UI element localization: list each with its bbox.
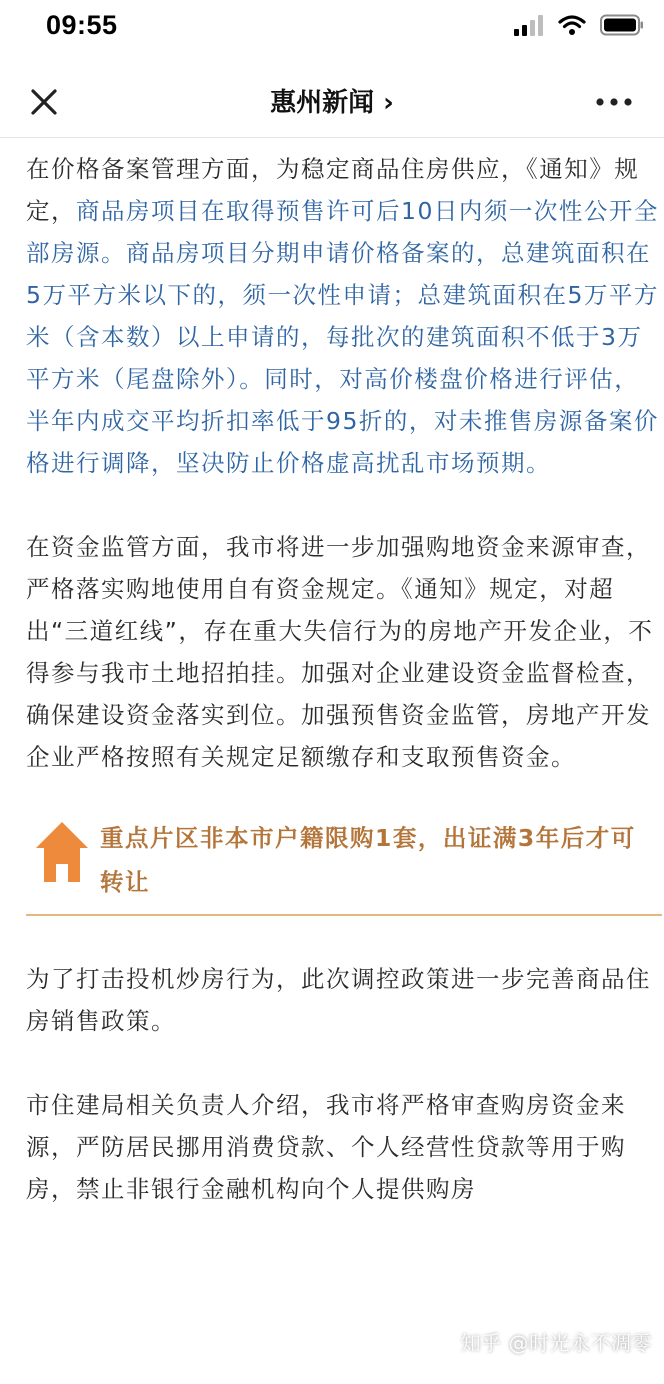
section-title: 重点片区非本市户籍限购1套，出证满3年后才可转让	[100, 824, 636, 896]
paragraph-fund-source: 市住建局相关负责人介绍，我市将严格审查购房资金来源，严防居民挪用消费贷款、个人经营性贷款等用于购房，禁止非银行金融机构向个人提供购房	[26, 1091, 626, 1203]
paragraph-price-filing	[26, 148, 662, 484]
status-bar	[0, 0, 664, 56]
battery-icon	[600, 14, 644, 36]
article-content	[26, 148, 662, 1210]
signal-icon	[514, 14, 544, 36]
paragraph-price-filing-highlight: 商品房项目在取得预售许可后10日内须一次性公开全部房源。商品房项目分期申请价格备案的，总建筑面积在5万平方米以下的，须一次性申请；总建筑面积在5万平方米（含本数）以上申请的，每批次的建筑面积不低于3万平方米（尾盘除外）。同时，对高价楼盘价格进行评估，半年内成交平均折扣率低于95折的，对未推售房源备案价格进行调降，坚决防止价格虚高扰乱市场预期。	[26, 197, 659, 477]
status-icons	[514, 14, 644, 36]
status-time: 09:55	[46, 10, 118, 40]
watermark: 知乎 @时光永不凋零	[460, 1331, 652, 1355]
wifi-icon	[558, 14, 586, 36]
paragraph-speculation: 为了打击投机炒房行为，此次调控政策进一步完善商品住房销售政策。	[26, 965, 651, 1035]
more-icon[interactable]	[594, 94, 634, 110]
paragraph-price-filing-lead: 在价格备案管理方面，为稳定商品住房供应，《通知》规定，	[26, 155, 640, 225]
nav-title[interactable]: 惠州新闻 ›	[270, 88, 394, 118]
house-icon	[34, 820, 90, 884]
nav-bar	[0, 64, 664, 138]
section-heading	[26, 812, 662, 916]
paragraph-fund-supervision: 在资金监管方面，我市将进一步加强购地资金来源审查，严格落实购地使用自有资金规定。《通知》规定，对超出“三道红线”，存在重大失信行为的房地产开发企业，不得参与我市土地招拍挂。加强对企业建设资金监督检查，确保建设资金落实到位。加强预售资金监管，房地产开发企业严格按照有关规定足额缴存和支取预售资金。	[26, 533, 654, 771]
